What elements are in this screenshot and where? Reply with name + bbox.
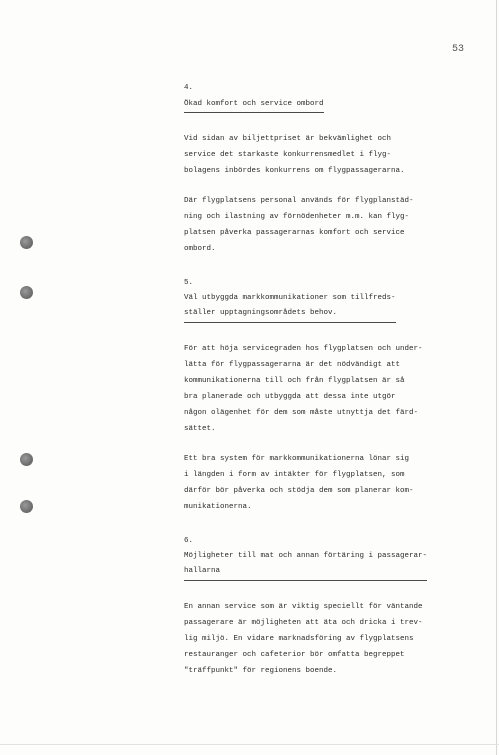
section-6 [184, 533, 454, 679]
section-5 [184, 275, 454, 515]
punch-hole [20, 453, 33, 466]
page-bottom-edge [0, 744, 499, 745]
section-number: 6. [184, 537, 194, 545]
section-heading: Ökad komfort och service ombord [184, 97, 324, 113]
paragraph: För att höja servicegraden hos flygplatsen och under- lätta för flygpassagerarna är det nödvändigt att kommunikationerna till och från flygplatsen är så bra planerade och utbyggda att dessa inte utgör någon olägenhet för dem som måste utnyttja det färd- sättet. [184, 345, 423, 433]
punch-hole [20, 236, 33, 249]
section-4 [184, 80, 454, 257]
paragraph: Ett bra system för markkommunikationerna lönar sig i längden i form av intäkter för flygplatsen, som därför bör påverka och stödja dem som planerar kom- munikationerna. [184, 455, 414, 511]
page-number: 53 [452, 44, 465, 55]
punch-hole [20, 500, 33, 513]
section-heading: Möjligheter till mat och annan förtäring i passagerar- hallarna [184, 549, 427, 581]
paragraph: En annan service som är viktig speciellt för väntande passagerare är möjligheten att äta och dricka i trev- lig miljö. En vidare marknadsföring av flygplatsens restauranger och cafeterior bör omfatta begreppet "träffpunkt" för regionens boende. [184, 603, 423, 675]
paragraph: Där flygplatsens personal används för flygplanstäd- ning och ilastning av förnödenheter m.m. kan flyg- platsen påverka passagerarnas komfort och service ombord. [184, 197, 414, 253]
section-number: 4. [184, 84, 194, 92]
section-heading: Väl utbyggda markkommunikationer som tillfreds- ställer upptagningsområdets behov. [184, 291, 396, 323]
document-body [184, 80, 454, 679]
page-edge [496, 0, 497, 755]
punch-hole [20, 286, 33, 299]
paragraph: Vid sidan av biljettpriset är bekvämlighet och service det starkaste konkurrensmedlet i flyg- bolagens inbördes konkurrens om flygpassagerarna. [184, 135, 405, 175]
section-number: 5. [184, 279, 194, 287]
